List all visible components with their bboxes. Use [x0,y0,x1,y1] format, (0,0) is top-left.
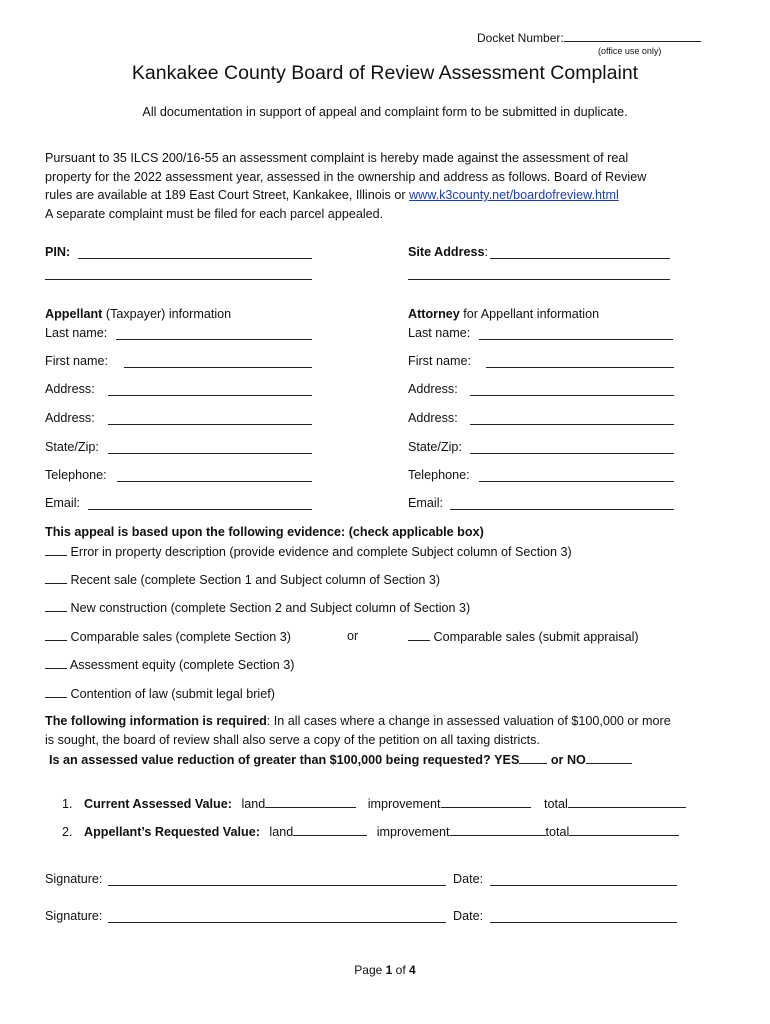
appellant-address-label: Address: [45,382,95,396]
requested-land-label: land [269,825,294,839]
current-land-field[interactable] [265,796,356,808]
attorney-address-field[interactable] [470,384,674,396]
pin-field[interactable] [78,247,312,259]
reduction-question [49,752,632,767]
attorney-address-label: Address: [408,382,458,396]
page-of: of [392,963,410,977]
evidence-option-6-label: Assessment equity (complete Section 3) [69,658,295,672]
attorney-telephone-label: Telephone: [408,468,470,482]
pin-row [45,245,70,259]
current-value-number: 1. [62,797,73,811]
page-number [0,963,770,977]
date-label-2: Date: [453,909,484,923]
evidence-checkbox-4[interactable] [45,629,67,641]
appellant-telephone-field[interactable] [117,470,312,482]
evidence-option-6 [45,657,295,672]
appellant-first-name-label: First name: [45,354,108,368]
docket-note: (office use only) [598,46,662,56]
evidence-or: or [347,629,359,643]
page-title: Kankakee County Board of Review Assessment Complaint [131,62,639,84]
evidence-option-7 [45,686,275,701]
pin-label: PIN: [45,245,71,259]
requested-total-field[interactable] [569,824,679,836]
attorney-heading [408,307,599,321]
requested-value-row [62,824,679,839]
appellant-email-label: Email: [45,496,80,510]
evidence-option-2-label: Recent sale (complete Section 1 and Subject column of Section 3) [70,573,441,587]
requested-improvement-label: improvement [376,825,450,839]
attorney-heading-bold: Attorney [408,307,460,321]
appellant-address-field[interactable] [108,384,312,396]
requested-value-label: Appellant’s Requested Value: [84,825,260,839]
intro-line-3: rules are available at 189 East Court Street, Kankakee, Illinois or [45,188,410,202]
evidence-checkbox-1[interactable] [45,544,67,556]
yes-label: YES [494,753,520,767]
current-improvement-field[interactable] [441,796,531,808]
docket-number-field[interactable] [564,30,701,42]
date-label-1: Date: [453,872,484,886]
date-field-2[interactable] [490,911,677,923]
appellant-email-field[interactable] [88,498,312,510]
attorney-state-zip-field[interactable] [470,442,674,454]
requested-total-label: total [545,825,570,839]
site-address-field[interactable] [490,247,670,259]
date-field-1[interactable] [490,874,677,886]
evidence-heading-text: This appeal is based upon the following evidence: (check applicable box) [45,525,484,539]
requested-land-field[interactable] [293,824,367,836]
appellant-first-name-field[interactable] [124,356,312,368]
attorney-email-label: Email: [408,496,443,510]
subtitle: All documentation in support of appeal and complaint form to be submitted in duplicate. [142,105,628,119]
evidence-heading [45,525,484,539]
current-value-label: Current Assessed Value: [84,797,232,811]
evidence-option-1 [45,544,572,559]
yes-field[interactable] [519,752,547,764]
evidence-option-7-label: Contention of law (submit legal brief) [70,687,275,701]
required-info-rest: : In all cases where a change in assessed valuation of $100,000 or more [266,714,671,728]
intro-line-2: property for the 2022 assessment year, assessed in the ownership and address as follows. Board of Review [45,169,647,184]
no-label: NO [566,753,586,767]
intro-paragraph [45,149,646,223]
current-total-field[interactable] [568,796,686,808]
attorney-address2-field[interactable] [470,413,674,425]
attorney-last-name-field[interactable] [479,328,673,340]
board-of-review-link[interactable]: www.k3county.net/boardofreview.html [409,188,619,202]
page-total: 4 [409,963,416,977]
docket-label: Docket Number: [477,31,564,45]
attorney-telephone-field[interactable] [479,470,674,482]
appellant-address2-field[interactable] [108,413,312,425]
appellant-heading-rest: (Taxpayer) information [105,307,232,321]
site-address-colon: : [484,245,489,259]
required-info-bold: The following information is required [45,714,267,728]
or-label: or [550,753,564,767]
required-info-line-2: is sought, the board of review shall also serve a copy of the petition on all taxing districts. [45,733,540,747]
evidence-checkbox-7[interactable] [45,686,67,698]
evidence-checkbox-5[interactable] [408,629,430,641]
evidence-checkbox-6[interactable] [45,657,67,669]
signature-field-2[interactable] [108,911,446,923]
site-address-field-line-2[interactable] [408,268,670,280]
attorney-email-field[interactable] [450,498,674,510]
evidence-checkbox-2[interactable] [45,572,67,584]
page-prefix: Page [354,963,386,977]
current-total-label: total [544,797,568,811]
appellant-last-name-field[interactable] [116,328,312,340]
current-assessed-value-row [62,796,686,811]
appellant-last-name-label: Last name: [45,326,108,340]
evidence-option-3 [45,600,470,615]
evidence-option-3-label: New construction (complete Section 2 and Subject column of Section 3) [70,601,471,615]
evidence-option-4 [45,629,291,644]
site-address-label: Site Address [408,245,485,259]
docket-number [477,30,701,45]
attorney-first-name-field[interactable] [486,356,674,368]
evidence-option-1-label: Error in property description (provide evidence and complete Subject column of Section 3) [70,545,572,559]
signature-field-1[interactable] [108,874,446,886]
intro-line-4: A separate complaint must be filed for each parcel appealed. [45,206,384,221]
appellant-state-zip-label: State/Zip: [45,440,99,454]
current-improvement-label: improvement [367,797,441,811]
appellant-telephone-label: Telephone: [45,468,107,482]
evidence-option-5 [408,629,639,644]
pin-field-line-2[interactable] [45,268,312,280]
requested-value-number: 2. [62,825,73,839]
attorney-heading-rest: for Appellant information [463,307,600,321]
no-field[interactable] [586,752,632,764]
attorney-last-name-label: Last name: [408,326,471,340]
attorney-state-zip-label: State/Zip: [408,440,462,454]
evidence-checkbox-3[interactable] [45,600,67,612]
signature-label-1: Signature: [45,872,103,886]
evidence-option-5-label: Comparable sales (submit appraisal) [433,630,639,644]
intro-line-1: Pursuant to 35 ILCS 200/16-55 an assessment complaint is hereby made against the assessment of real [45,151,629,165]
site-address-row [408,245,488,259]
current-land-label: land [241,797,266,811]
evidence-option-2 [45,572,440,587]
attorney-first-name-label: First name: [408,354,471,368]
appellant-state-zip-field[interactable] [108,442,312,454]
signature-label-2: Signature: [45,909,103,923]
appellant-heading-bold: Appellant [45,307,103,321]
reduction-question-text: Is an assessed value reduction of greater than $100,000 being requested? [49,753,491,767]
appellant-heading [45,307,231,321]
attorney-address2-label: Address: [408,411,458,425]
requested-improvement-field[interactable] [450,824,546,836]
appellant-address2-label: Address: [45,411,95,425]
evidence-option-4-label: Comparable sales (complete Section 3) [70,630,291,644]
required-info-line-1 [45,714,671,728]
page-current: 1 [385,963,393,977]
